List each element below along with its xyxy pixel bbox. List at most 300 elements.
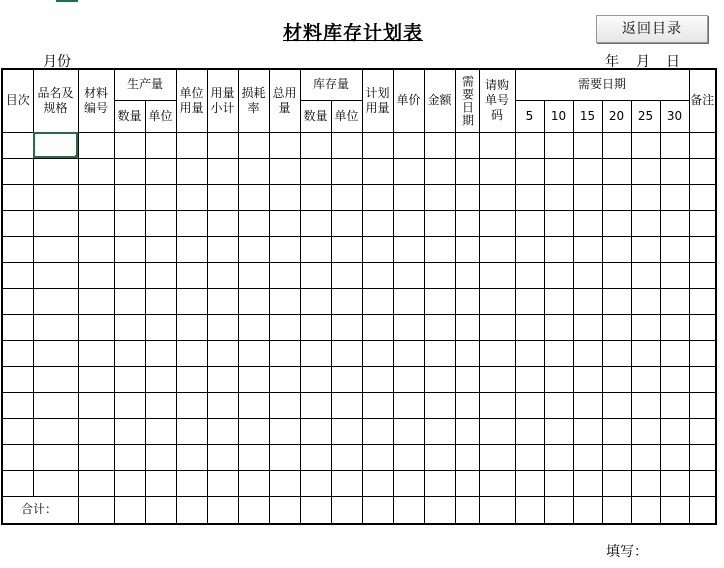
table-cell[interactable] [573,184,602,210]
table-cell[interactable] [689,340,716,366]
table-cell[interactable] [300,340,331,366]
table-cell[interactable] [424,132,455,158]
table-cell[interactable] [544,158,573,184]
table-cell[interactable] [207,314,238,340]
table-cell[interactable] [114,158,145,184]
table-cell[interactable] [207,262,238,288]
table-cell[interactable] [114,470,145,496]
table-cell[interactable] [515,444,544,470]
table-cell[interactable] [393,470,424,496]
table-cell[interactable] [2,314,33,340]
table-cell[interactable] [114,366,145,392]
back-to-index-button[interactable]: 返回目录 [596,15,708,43]
table-cell[interactable] [176,470,207,496]
table-cell[interactable] [176,158,207,184]
table-cell[interactable] [78,418,114,444]
table-cell[interactable] [602,184,631,210]
table-cell[interactable] [331,236,362,262]
table-cell[interactable] [331,288,362,314]
table-cell[interactable] [573,288,602,314]
table-cell[interactable] [393,444,424,470]
table-cell[interactable] [455,418,479,444]
table-cell[interactable] [362,158,393,184]
table-cell[interactable] [455,184,479,210]
table-cell[interactable] [455,470,479,496]
table-cell[interactable] [631,184,660,210]
table-cell[interactable] [660,288,689,314]
table-cell[interactable] [207,392,238,418]
table-cell[interactable] [145,418,176,444]
table-cell[interactable] [479,262,515,288]
table-cell[interactable] [631,418,660,444]
table-cell[interactable] [689,288,716,314]
table-cell[interactable] [631,210,660,236]
table-cell[interactable] [602,262,631,288]
table-cell[interactable] [145,132,176,158]
table-cell[interactable] [573,262,602,288]
table-cell[interactable] [114,418,145,444]
table-cell[interactable] [660,470,689,496]
table-cell[interactable] [660,314,689,340]
table-cell[interactable] [455,288,479,314]
table-cell[interactable] [300,132,331,158]
table-cell[interactable] [300,418,331,444]
table-cell[interactable] [479,184,515,210]
table-cell[interactable] [393,288,424,314]
table-cell[interactable] [207,340,238,366]
table-cell[interactable] [269,262,300,288]
table-cell[interactable] [362,340,393,366]
table-cell[interactable] [544,418,573,444]
table-cell[interactable] [424,366,455,392]
table-cell[interactable] [2,184,33,210]
table-cell[interactable] [689,262,716,288]
table-cell[interactable] [78,184,114,210]
table-cell[interactable] [424,236,455,262]
table-cell[interactable] [660,236,689,262]
total-cell[interactable] [300,496,331,524]
table-cell[interactable] [479,236,515,262]
table-cell[interactable] [300,392,331,418]
total-cell[interactable] [145,496,176,524]
table-cell[interactable] [689,470,716,496]
table-cell[interactable] [544,288,573,314]
table-cell[interactable] [424,210,455,236]
total-cell[interactable] [114,496,145,524]
table-cell[interactable] [207,210,238,236]
table-cell[interactable] [269,340,300,366]
table-cell[interactable] [631,340,660,366]
table-cell[interactable] [176,236,207,262]
table-cell[interactable] [362,288,393,314]
table-cell[interactable] [515,366,544,392]
table-cell[interactable] [479,132,515,158]
table-cell[interactable] [269,210,300,236]
table-cell[interactable] [424,418,455,444]
table-cell[interactable] [78,340,114,366]
table-cell[interactable] [362,392,393,418]
table-cell[interactable] [269,444,300,470]
table-cell[interactable] [176,366,207,392]
table-cell[interactable] [78,236,114,262]
table-cell[interactable] [78,158,114,184]
table-cell[interactable] [544,184,573,210]
table-cell[interactable] [114,340,145,366]
table-cell[interactable] [602,132,631,158]
table-cell[interactable] [660,184,689,210]
table-cell[interactable] [331,262,362,288]
table-cell[interactable] [660,366,689,392]
table-cell[interactable] [145,392,176,418]
table-cell[interactable] [602,210,631,236]
table-cell[interactable] [479,288,515,314]
table-cell[interactable] [33,262,78,288]
table-cell[interactable] [238,236,269,262]
table-cell[interactable] [78,366,114,392]
table-cell[interactable] [515,418,544,444]
table-cell[interactable] [331,392,362,418]
table-cell[interactable] [515,236,544,262]
table-cell[interactable] [300,184,331,210]
table-cell[interactable] [176,392,207,418]
table-cell[interactable] [114,262,145,288]
table-cell[interactable] [424,314,455,340]
table-cell[interactable] [573,340,602,366]
table-cell[interactable] [238,470,269,496]
table-cell[interactable] [479,158,515,184]
table-cell[interactable] [689,366,716,392]
table-cell[interactable] [393,392,424,418]
table-cell[interactable] [78,132,114,158]
table-cell[interactable] [573,210,602,236]
table-cell[interactable] [362,470,393,496]
table-cell[interactable] [331,340,362,366]
table-cell[interactable] [393,210,424,236]
table-cell[interactable] [602,392,631,418]
table-cell[interactable] [331,470,362,496]
table-cell[interactable] [515,470,544,496]
table-cell[interactable] [631,366,660,392]
table-cell[interactable] [393,418,424,444]
table-cell[interactable] [78,444,114,470]
total-cell[interactable] [207,496,238,524]
table-cell[interactable] [660,444,689,470]
table-cell[interactable] [479,366,515,392]
table-cell[interactable] [631,132,660,158]
table-cell[interactable] [176,314,207,340]
table-cell[interactable] [300,314,331,340]
table-cell[interactable] [689,210,716,236]
total-cell[interactable] [602,496,631,524]
table-cell[interactable] [2,366,33,392]
table-cell[interactable] [238,288,269,314]
table-cell[interactable] [424,392,455,418]
table-cell[interactable] [479,392,515,418]
table-cell[interactable] [300,366,331,392]
table-cell[interactable] [515,210,544,236]
table-cell[interactable] [145,262,176,288]
table-cell[interactable] [573,132,602,158]
table-cell[interactable] [455,262,479,288]
total-cell[interactable] [269,496,300,524]
table-cell[interactable] [145,158,176,184]
table-cell[interactable] [238,262,269,288]
table-cell[interactable] [114,132,145,158]
table-cell[interactable] [145,314,176,340]
total-cell[interactable] [78,496,114,524]
table-cell[interactable] [362,262,393,288]
table-cell[interactable] [393,314,424,340]
table-cell[interactable] [362,418,393,444]
table-cell[interactable] [573,470,602,496]
table-cell[interactable] [660,210,689,236]
total-cell[interactable] [424,496,455,524]
table-cell[interactable] [145,236,176,262]
table-cell[interactable] [269,184,300,210]
table-cell[interactable] [300,262,331,288]
table-cell[interactable] [602,418,631,444]
table-cell[interactable] [269,288,300,314]
table-cell[interactable] [631,158,660,184]
table-cell[interactable] [424,470,455,496]
table-cell[interactable] [300,288,331,314]
table-cell[interactable] [33,418,78,444]
table-cell[interactable] [78,470,114,496]
table-cell[interactable] [300,210,331,236]
table-cell[interactable] [689,392,716,418]
table-cell[interactable] [631,288,660,314]
table-cell[interactable] [689,184,716,210]
table-cell[interactable] [269,470,300,496]
table-cell[interactable] [269,392,300,418]
table-cell[interactable] [207,418,238,444]
table-cell[interactable] [207,184,238,210]
table-cell[interactable] [238,158,269,184]
table-cell[interactable] [544,366,573,392]
table-cell[interactable] [207,132,238,158]
table-cell[interactable] [78,210,114,236]
table-cell[interactable] [544,262,573,288]
table-cell[interactable] [331,444,362,470]
table-cell[interactable] [331,366,362,392]
table-cell[interactable] [455,132,479,158]
table-cell[interactable] [544,236,573,262]
table-cell[interactable] [424,262,455,288]
table-cell[interactable] [78,392,114,418]
table-cell[interactable] [176,262,207,288]
table-cell[interactable] [393,132,424,158]
table-cell[interactable] [455,314,479,340]
table-cell[interactable] [602,470,631,496]
table-cell[interactable] [631,314,660,340]
table-cell[interactable] [455,158,479,184]
table-cell[interactable] [238,340,269,366]
table-cell[interactable] [544,392,573,418]
table-cell[interactable] [515,184,544,210]
table-cell[interactable] [631,470,660,496]
total-cell[interactable] [238,496,269,524]
table-cell[interactable] [114,184,145,210]
total-cell[interactable] [631,496,660,524]
table-cell[interactable] [479,340,515,366]
table-cell[interactable] [424,340,455,366]
table-cell[interactable] [331,184,362,210]
table-cell[interactable] [114,288,145,314]
table-cell[interactable] [238,444,269,470]
table-cell[interactable] [176,132,207,158]
table-cell[interactable] [2,132,33,158]
total-cell[interactable] [515,496,544,524]
table-cell[interactable] [479,470,515,496]
table-cell[interactable] [515,314,544,340]
table-cell[interactable] [269,418,300,444]
table-cell[interactable] [238,184,269,210]
table-cell[interactable] [424,184,455,210]
table-cell[interactable] [573,392,602,418]
table-cell[interactable] [515,340,544,366]
table-cell[interactable] [238,392,269,418]
total-cell[interactable] [331,496,362,524]
table-cell[interactable] [573,236,602,262]
selected-cell[interactable] [33,132,78,158]
table-cell[interactable] [689,158,716,184]
table-cell[interactable] [207,470,238,496]
table-cell[interactable] [362,314,393,340]
table-cell[interactable] [33,392,78,418]
table-cell[interactable] [33,444,78,470]
table-cell[interactable] [602,158,631,184]
table-cell[interactable] [2,392,33,418]
table-cell[interactable] [78,262,114,288]
table-cell[interactable] [515,262,544,288]
table-cell[interactable] [331,210,362,236]
table-cell[interactable] [145,444,176,470]
table-cell[interactable] [689,132,716,158]
table-cell[interactable] [114,236,145,262]
total-cell[interactable] [455,496,479,524]
table-cell[interactable] [515,132,544,158]
table-cell[interactable] [176,340,207,366]
table-cell[interactable] [145,210,176,236]
table-cell[interactable] [573,444,602,470]
table-cell[interactable] [393,184,424,210]
table-cell[interactable] [573,418,602,444]
table-cell[interactable] [114,392,145,418]
table-cell[interactable] [393,262,424,288]
table-cell[interactable] [455,366,479,392]
table-cell[interactable] [362,210,393,236]
total-cell[interactable] [573,496,602,524]
table-cell[interactable] [455,444,479,470]
table-cell[interactable] [515,392,544,418]
table-cell[interactable] [207,158,238,184]
table-cell[interactable] [33,210,78,236]
table-cell[interactable] [362,444,393,470]
table-cell[interactable] [455,392,479,418]
table-cell[interactable] [2,288,33,314]
table-cell[interactable] [602,314,631,340]
table-cell[interactable] [269,314,300,340]
table-cell[interactable] [207,288,238,314]
table-cell[interactable] [300,236,331,262]
table-cell[interactable] [33,314,78,340]
table-cell[interactable] [544,210,573,236]
table-cell[interactable] [176,210,207,236]
table-cell[interactable] [631,392,660,418]
table-cell[interactable] [424,158,455,184]
table-cell[interactable] [602,366,631,392]
table-cell[interactable] [362,236,393,262]
table-cell[interactable] [238,210,269,236]
table-cell[interactable] [393,158,424,184]
table-cell[interactable] [78,288,114,314]
table-cell[interactable] [238,418,269,444]
table-cell[interactable] [689,418,716,444]
table-cell[interactable] [114,444,145,470]
table-cell[interactable] [393,236,424,262]
table-cell[interactable] [602,236,631,262]
table-cell[interactable] [393,340,424,366]
table-cell[interactable] [573,158,602,184]
table-cell[interactable] [33,340,78,366]
table-cell[interactable] [33,184,78,210]
table-cell[interactable] [238,314,269,340]
table-cell[interactable] [689,236,716,262]
table-cell[interactable] [269,366,300,392]
table-cell[interactable] [689,444,716,470]
table-cell[interactable] [479,210,515,236]
table-cell[interactable] [78,314,114,340]
table-cell[interactable] [145,340,176,366]
table-cell[interactable] [207,236,238,262]
table-cell[interactable] [544,470,573,496]
table-cell[interactable] [176,418,207,444]
table-cell[interactable] [145,184,176,210]
table-cell[interactable] [455,340,479,366]
table-cell[interactable] [424,288,455,314]
table-cell[interactable] [515,158,544,184]
table-cell[interactable] [573,366,602,392]
table-cell[interactable] [2,340,33,366]
table-cell[interactable] [602,288,631,314]
total-cell[interactable] [544,496,573,524]
table-cell[interactable] [660,418,689,444]
table-cell[interactable] [207,444,238,470]
table-cell[interactable] [2,210,33,236]
table-cell[interactable] [2,262,33,288]
table-cell[interactable] [300,470,331,496]
table-cell[interactable] [631,236,660,262]
table-cell[interactable] [660,392,689,418]
table-cell[interactable] [176,444,207,470]
total-cell[interactable] [689,496,716,524]
table-cell[interactable] [660,340,689,366]
table-cell[interactable] [631,262,660,288]
table-cell[interactable] [362,184,393,210]
table-cell[interactable] [207,366,238,392]
total-cell[interactable] [660,496,689,524]
table-cell[interactable] [362,132,393,158]
table-cell[interactable] [689,314,716,340]
table-cell[interactable] [238,132,269,158]
table-cell[interactable] [2,236,33,262]
total-cell[interactable] [393,496,424,524]
total-cell[interactable] [362,496,393,524]
table-cell[interactable] [544,132,573,158]
table-cell[interactable] [424,444,455,470]
table-cell[interactable] [33,366,78,392]
total-cell[interactable] [479,496,515,524]
